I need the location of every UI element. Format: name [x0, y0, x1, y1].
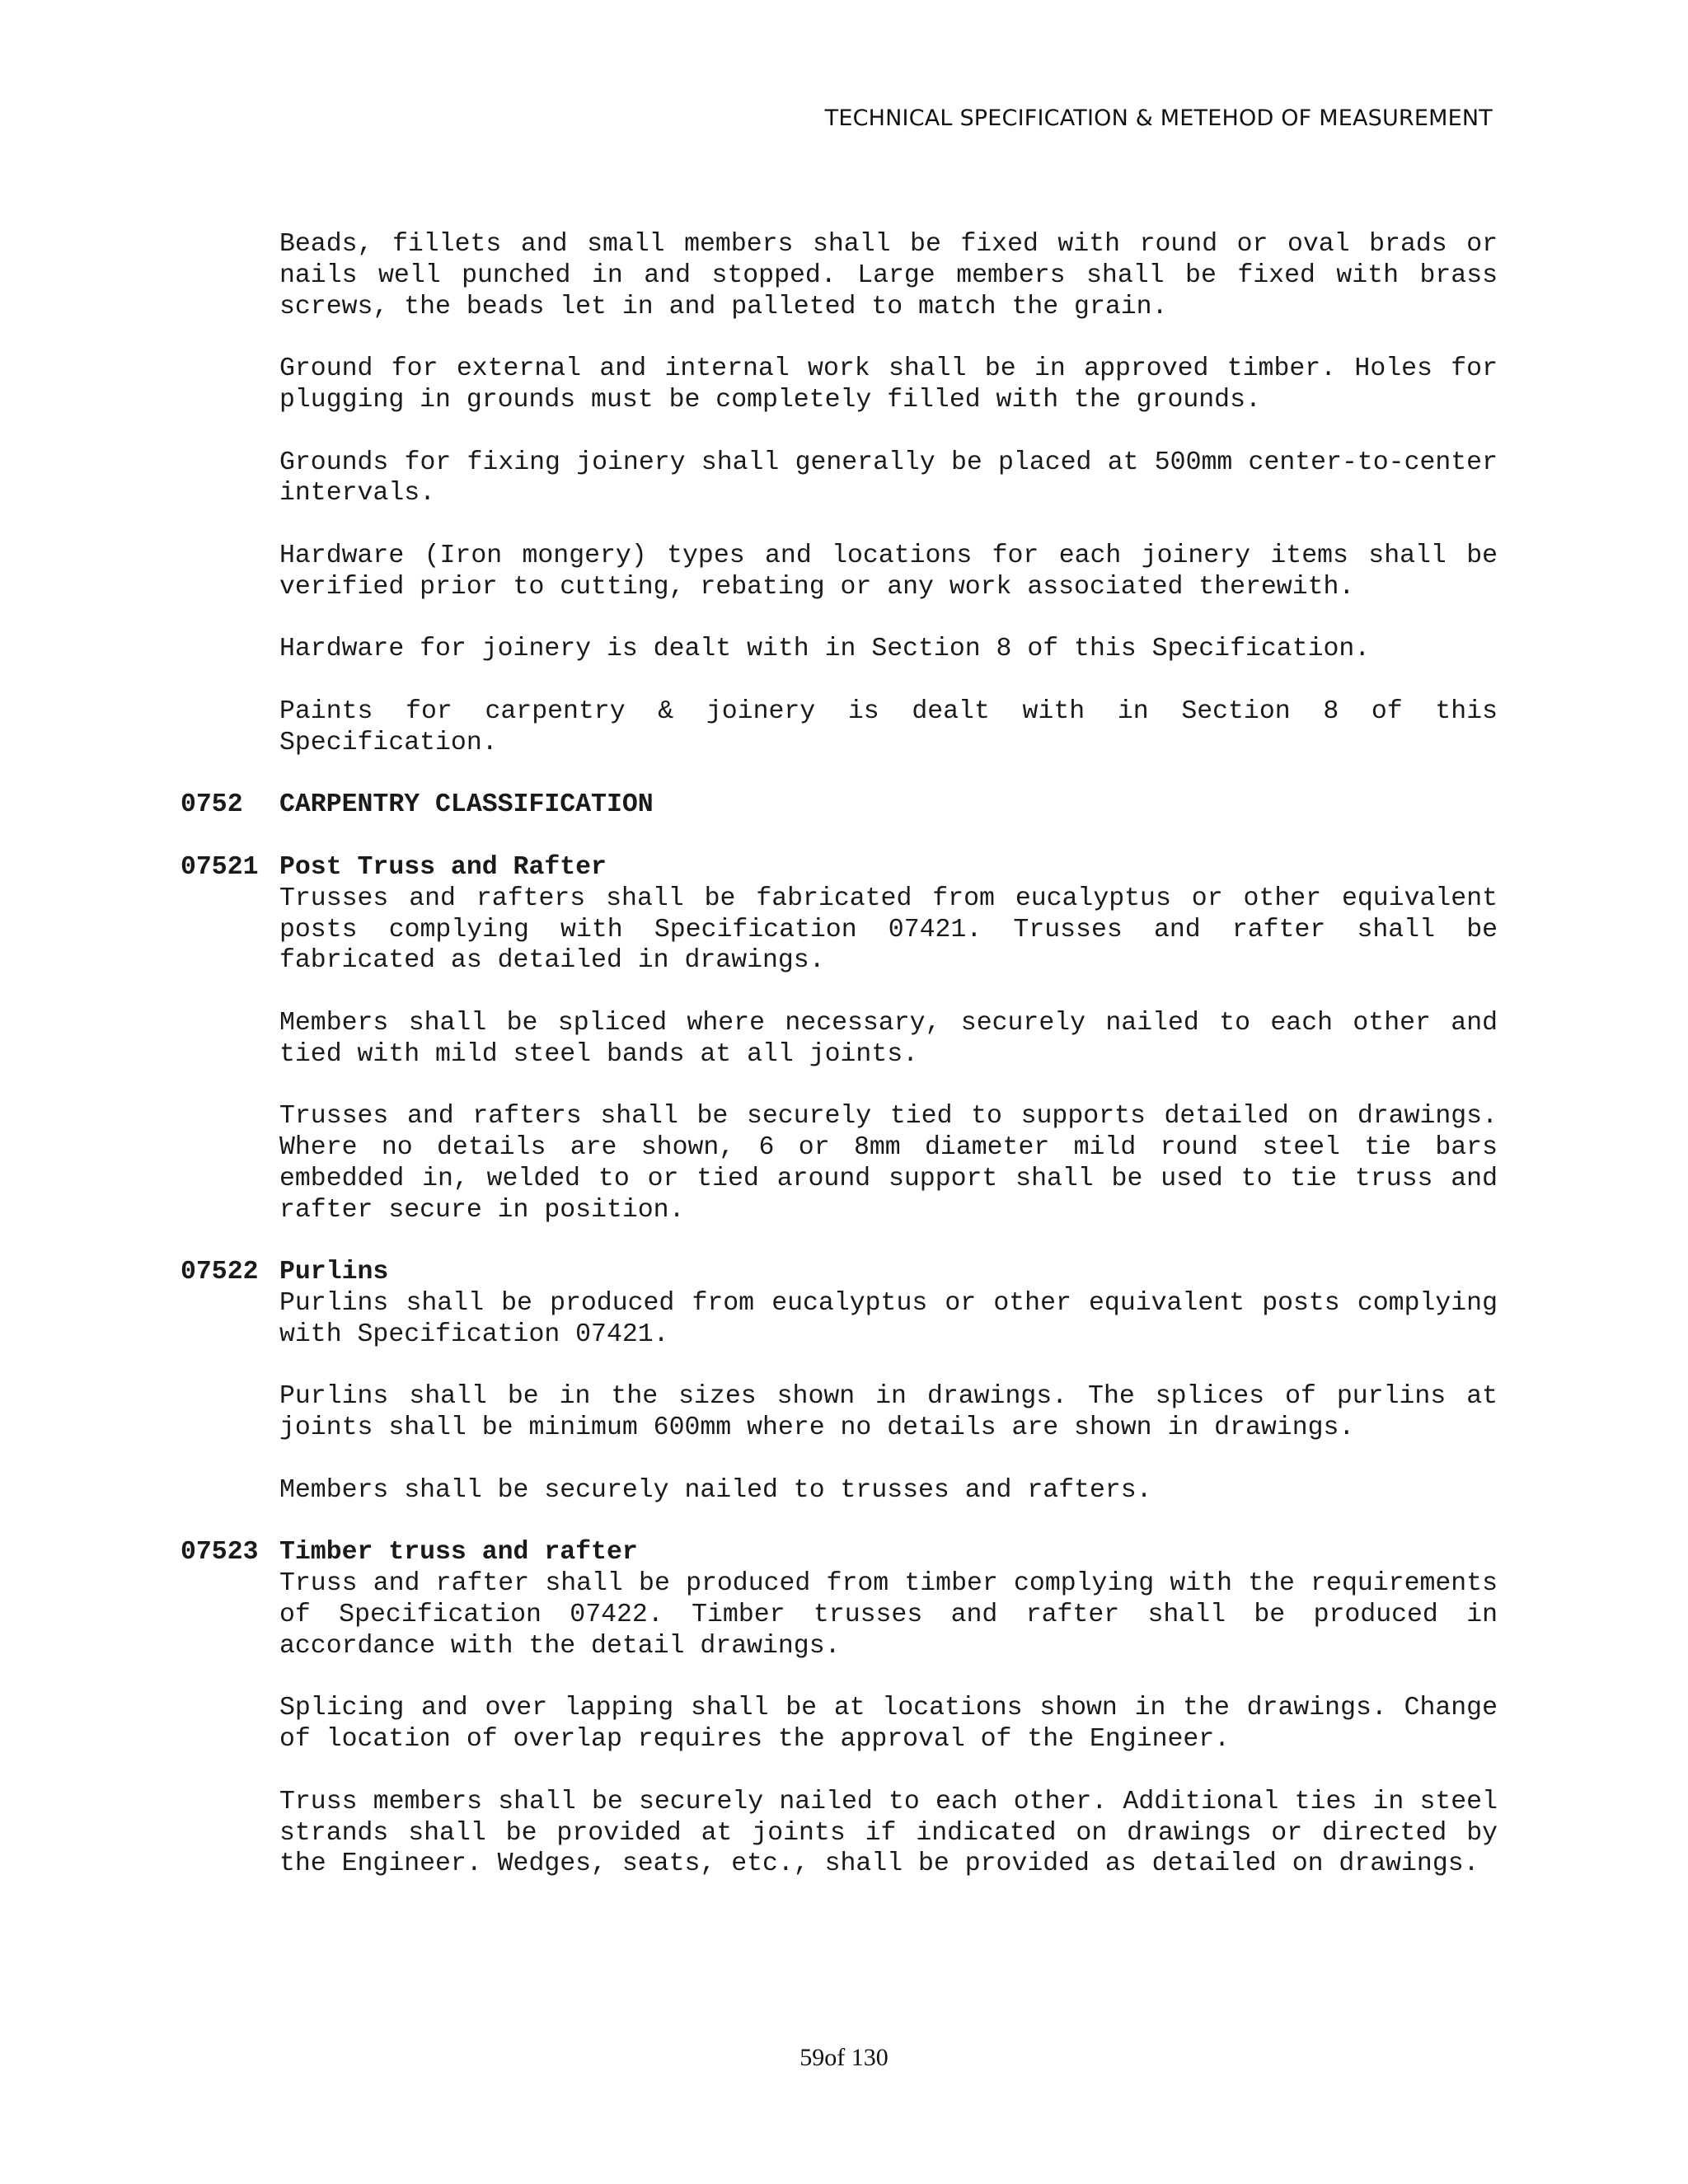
- subsection-heading: [181, 1257, 1499, 1288]
- subsection-paragraph: Splicing and over lapping shall be at locations shown in the drawings. Change of location of overlap requires the approval of the Engineer.: [279, 1694, 1498, 1755]
- subsection-07522: [181, 1257, 1499, 1506]
- intro-paragraph: Hardware (Iron mongery) types and locations for each joinery items shall be verified prior to cutting, rebating or any work associated therewith.: [279, 541, 1498, 602]
- intro-paragraph: Ground for external and internal work shall be in approved timber. Holes for plugging in grounds must be completely filled with the grounds.: [279, 354, 1498, 415]
- subsection-title: Timber truss and rafter: [279, 1538, 638, 1568]
- subsection-paragraph: Truss and rafter shall be produced from timber complying with the requirements of Specification 07422. Timber trusses and rafter shall be produced in accordance with the detail drawings.: [279, 1569, 1498, 1661]
- page-number: 59of 130: [799, 2044, 889, 2071]
- intro-paragraph: Paints for carpentry & joinery is dealt with in Section 8 of this Specification.: [279, 696, 1498, 757]
- intro-paragraph: Hardware for joinery is dealt with in Section 8 of this Specification.: [279, 635, 1371, 664]
- section-title: CARPENTRY CLASSIFICATION: [279, 790, 654, 820]
- subsection-paragraph: Purlins shall be in the sizes shown in drawings. The splices of purlins at joints shall be minimum 600mm where no details are shown in drawings.: [279, 1382, 1498, 1443]
- subsection-paragraph: Truss members shall be securely nailed to each other. Additional ties in steel strands shall be provided at joints if indicated on drawings or directed by the Engineer. Wedges, seats, etc., shall be provided as detailed on drawings.: [279, 1787, 1498, 1879]
- subsection-paragraph: Purlins shall be produced from eucalyptus or other equivalent posts complying with Specification 07421.: [279, 1289, 1498, 1349]
- subsection-paragraph: Trusses and rafters shall be fabricated from eucalyptus or other equivalent posts complying with Specification 07421. Trusses and rafter shall be fabricated as detailed in drawings.: [279, 883, 1498, 976]
- page-header-title: TECHNICAL SPECIFICATION & METEHOD OF MEASUREMENT: [824, 105, 1493, 131]
- subsection-07521: [181, 852, 1499, 1226]
- section-number: 0752: [181, 790, 243, 820]
- subsection-paragraph: Members shall be spliced where necessary, securely nailed to each other and tied with mild steel bands at all joints.: [279, 1008, 1498, 1069]
- subsection-07523: [181, 1537, 1499, 1880]
- section-heading: [181, 790, 1499, 821]
- document-body: [181, 229, 1499, 1911]
- intro-paragraph: Grounds for fixing joinery shall generally be placed at 500mm center-to-center intervals.: [279, 448, 1498, 509]
- subsection-number: 07521: [181, 852, 259, 882]
- intro-paragraph: Beads, fillets and small members shall be fixed with round or oval brads or nails well punched in and stopped. Large members shall be fixed with brass screws, the beads let in and palleted to match the grain.: [279, 230, 1498, 321]
- subsection-heading: [181, 1537, 1499, 1568]
- subsection-title: Purlins: [279, 1258, 389, 1287]
- subsection-number: 07522: [181, 1258, 259, 1287]
- subsection-paragraph: Trusses and rafters shall be securely tied to supports detailed on drawings. Where no details are shown, 6 or 8mm diameter mild round steel tie bars embedded in, welded to or tied around support shall be used to tie truss and rafter secure in position.: [279, 1102, 1498, 1225]
- subsection-number: 07523: [181, 1538, 259, 1568]
- subsection-heading: [181, 852, 1499, 883]
- subsection-title: Post Truss and Rafter: [279, 852, 607, 882]
- subsection-paragraph: Members shall be securely nailed to trusses and rafters.: [279, 1475, 1152, 1505]
